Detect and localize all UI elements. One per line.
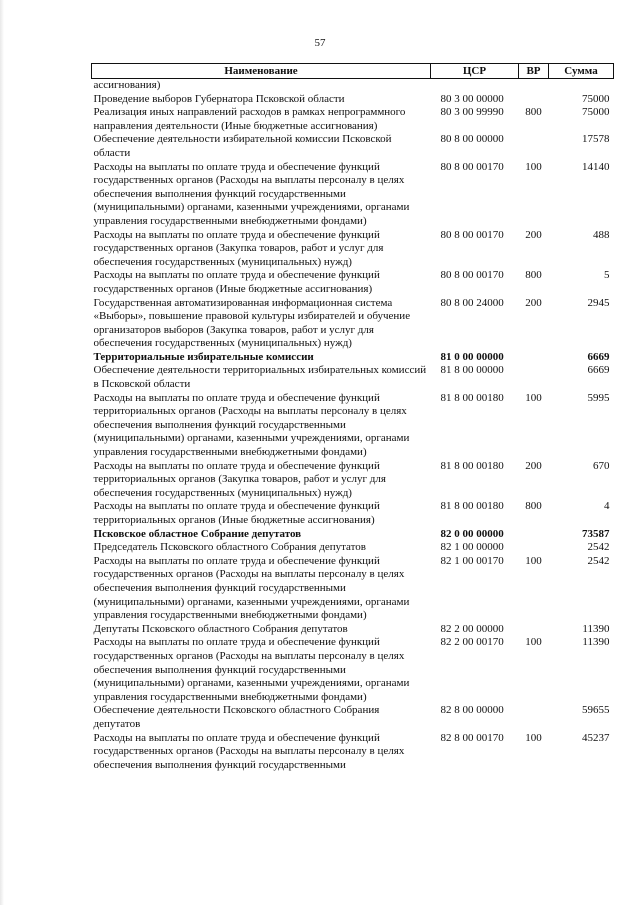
row-csr-cell xyxy=(431,79,519,93)
row-name-cell: Депутаты Псковского областного Собрания депутатов xyxy=(93,622,348,635)
row-sum-cell: 2542 xyxy=(587,541,610,554)
row-vr-cell: 100 xyxy=(525,160,542,173)
scan-edge-shadow xyxy=(0,0,4,905)
row-csr-cell: 80 3 00 99990 xyxy=(440,106,504,119)
row-sum-cell xyxy=(549,79,614,93)
row-vr-cell: 800 xyxy=(525,106,542,119)
table-row xyxy=(92,79,614,93)
table-row xyxy=(92,500,614,527)
table-row xyxy=(92,732,614,773)
row-vr-cell xyxy=(519,528,549,542)
row-name-cell: Расходы на выплаты по оплате труда и обеспечение функций территориальных органов (Иные бюджетные ассигнования) xyxy=(93,500,380,526)
table-row xyxy=(92,636,614,704)
row-vr-cell xyxy=(519,79,549,93)
row-name-cell: Расходы на выплаты по оплате труда и обеспечение функций государственных органов (Расходы на выплаты персоналу в целях обеспечения выполнения функций государственными xyxy=(93,731,405,771)
row-sum-cell: 75000 xyxy=(582,92,610,105)
row-sum-cell: 5995 xyxy=(587,391,610,404)
row-csr-cell: 82 1 00 00000 xyxy=(440,541,504,554)
row-sum-cell: 45237 xyxy=(582,731,610,744)
column-header-csr: ЦСР xyxy=(431,64,519,79)
table-row xyxy=(92,555,614,623)
row-name-cell: Государственная автоматизированная информационная система «Выборы», повышение правовой культуры избирателей и обучение организаторов выборов (Закупка товаров, работ и услуг для обеспечения государственных (муниципальных) нужд) xyxy=(93,296,411,350)
row-sum-cell: 73587 xyxy=(582,527,610,540)
row-csr-cell: 81 8 00 00180 xyxy=(440,459,504,472)
row-csr-cell: 82 1 00 00170 xyxy=(440,554,504,567)
row-csr-cell: 81 0 00 00000 xyxy=(440,350,504,363)
budget-table xyxy=(91,63,614,772)
table-row xyxy=(92,528,614,542)
row-csr-cell: 80 3 00 00000 xyxy=(440,92,504,105)
column-header-vr: ВР xyxy=(519,64,549,79)
row-csr-cell: 82 2 00 00000 xyxy=(440,622,504,635)
table-row xyxy=(92,269,614,296)
table-row xyxy=(92,351,614,365)
page-number: 57 xyxy=(314,37,326,49)
row-name-cell: Расходы на выплаты по оплате труда и обеспечение функций государственных органов (Расходы на выплаты персоналу в целях обеспечения выполнения функций государственными (муниципальными) органами, казенными учреждениями, органами управления государственными внебюджетными фондами) xyxy=(93,160,410,227)
row-vr-cell: 800 xyxy=(525,269,542,282)
row-csr-cell: 81 8 00 00180 xyxy=(440,500,504,513)
table-row xyxy=(92,364,614,391)
row-sum-cell: 5 xyxy=(604,269,610,282)
row-vr-cell: 100 xyxy=(525,731,542,744)
row-csr-cell: 80 8 00 00170 xyxy=(440,228,504,241)
row-name-cell: Проведение выборов Губернатора Псковской области xyxy=(93,92,345,105)
row-csr-cell: 82 2 00 00170 xyxy=(440,636,504,649)
row-name-cell: Расходы на выплаты по оплате труда и обеспечение функций государственных органов (Закупка товаров, работ и услуг для обеспечения государственных (муниципальных) нужд) xyxy=(93,228,384,268)
row-csr-cell: 82 8 00 00000 xyxy=(440,704,504,717)
row-name-cell: Обеспечение деятельности территориальных избирательных комиссий в Псковской области xyxy=(93,364,427,391)
row-sum-cell: 488 xyxy=(593,228,610,241)
row-sum-cell: 11390 xyxy=(582,622,610,635)
row-name-cell: Территориальные избирательные комиссии xyxy=(93,350,314,363)
row-vr-cell xyxy=(519,704,549,731)
row-name-cell: Реализация иных направлений расходов в рамках непрограммного направления деятельности (Иные бюджетные ассигнования) xyxy=(93,106,406,132)
row-name-cell: Обеспечение деятельности Псковского областного Собрания депутатов xyxy=(93,704,380,730)
table-row xyxy=(92,460,614,501)
table-row xyxy=(92,623,614,637)
row-csr-cell: 80 8 00 00000 xyxy=(440,133,504,146)
row-name-cell: Расходы на выплаты по оплате труда и обеспечение функций государственных органов (Иные бюджетные ассигнования) xyxy=(93,269,380,295)
row-name-cell: Расходы на выплаты по оплате труда и обеспечение функций государственных органов (Расходы на выплаты персоналу в целях обеспечения выполнения функций государственными (муниципальными) органами, казенными учреждениями, органами управления государственными внебюджетными фондами) xyxy=(93,636,410,703)
row-name-cell: Расходы на выплаты по оплате труда и обеспечение функций территориальных органов (Закупка товаров, работ и услуг для обеспечения государственных (муниципальных) нужд) xyxy=(93,459,386,499)
row-vr-cell: 100 xyxy=(525,636,542,649)
row-csr-cell: 82 0 00 00000 xyxy=(440,527,504,540)
row-sum-cell: 59655 xyxy=(582,704,610,717)
table-row xyxy=(92,229,614,270)
row-vr-cell: 100 xyxy=(525,391,542,404)
row-sum-cell: 75000 xyxy=(582,106,610,119)
row-sum-cell: 14140 xyxy=(582,160,610,173)
row-sum-cell: 6669 xyxy=(587,350,610,363)
row-vr-cell xyxy=(519,623,549,637)
row-sum-cell: 4 xyxy=(604,500,610,513)
row-csr-cell: 80 8 00 24000 xyxy=(440,296,504,309)
row-csr-cell: 80 8 00 00170 xyxy=(440,160,504,173)
row-csr-cell: 80 8 00 00170 xyxy=(440,269,504,282)
table-header xyxy=(92,64,614,79)
table-row xyxy=(92,297,614,351)
row-vr-cell: 100 xyxy=(525,554,542,567)
table-row xyxy=(92,133,614,160)
table-body xyxy=(92,79,614,773)
row-sum-cell: 6669 xyxy=(587,364,610,377)
table-row xyxy=(92,704,614,731)
row-vr-cell xyxy=(519,351,549,365)
row-name-cell: Председатель Псковского областного Собрания депутатов xyxy=(93,541,366,554)
column-header-name: Наименование xyxy=(92,64,431,79)
row-vr-cell: 800 xyxy=(525,500,542,513)
budget-table-container xyxy=(91,63,613,772)
row-vr-cell xyxy=(519,364,549,391)
column-header-sum: Сумма xyxy=(549,64,614,79)
table-row xyxy=(92,93,614,107)
table-row xyxy=(92,392,614,460)
row-csr-cell: 81 8 00 00180 xyxy=(440,391,504,404)
row-sum-cell: 2945 xyxy=(587,296,610,309)
row-csr-cell: 82 8 00 00170 xyxy=(440,731,504,744)
row-vr-cell: 200 xyxy=(525,459,542,472)
row-name-cell: Псковское областное Собрание депутатов xyxy=(93,527,302,540)
table-row xyxy=(92,541,614,555)
row-name-cell: Расходы на выплаты по оплате труда и обеспечение функций территориальных органов (Расходы на выплаты персоналу в целях обеспечения выполнения функций государственными (муниципальными) органами, казенными учреждениями, органами управления государственными внебюджетными фондами) xyxy=(93,391,410,459)
table-row xyxy=(92,106,614,133)
row-sum-cell: 17578 xyxy=(582,133,610,146)
row-name-cell: ассигнования) xyxy=(93,79,161,91)
row-csr-cell: 81 8 00 00000 xyxy=(440,364,504,377)
row-vr-cell: 200 xyxy=(525,296,542,309)
row-sum-cell: 670 xyxy=(593,459,610,472)
row-name-cell: Обеспечение деятельности избирательной комиссии Псковской области xyxy=(93,133,392,159)
table-row xyxy=(92,161,614,229)
row-name-cell: Расходы на выплаты по оплате труда и обеспечение функций государственных органов (Расходы на выплаты персоналу в целях обеспечения выполнения функций государственными (муниципальными) органами, казенными учреждениями, органами управления государственными внебюджетными фондами) xyxy=(93,554,410,622)
row-sum-cell: 2542 xyxy=(587,554,610,567)
row-vr-cell xyxy=(519,133,549,160)
row-vr-cell: 200 xyxy=(525,228,542,241)
row-vr-cell xyxy=(519,541,549,555)
row-sum-cell: 11390 xyxy=(582,636,610,649)
row-vr-cell xyxy=(519,93,549,107)
